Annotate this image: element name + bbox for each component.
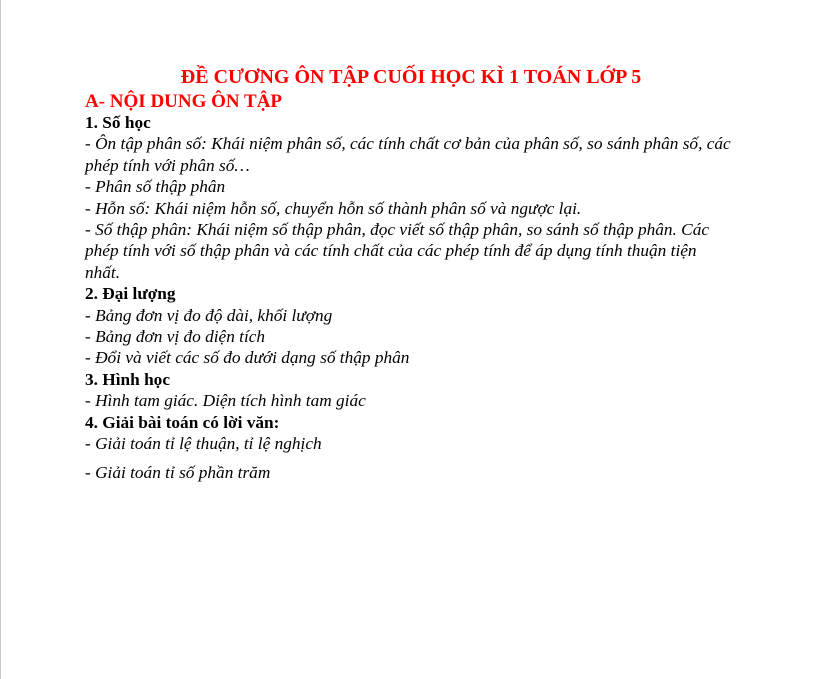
list-item: - Hỗn số: Khái niệm hỗn số, chuyển hỗn số thành phân số và ngược lại. xyxy=(85,198,582,218)
section-heading-content: A- NỘI DUNG ÔN TẬP xyxy=(85,91,283,112)
list-item: - Giải toán tỉ lệ thuận, tỉ lệ nghịch xyxy=(85,434,322,454)
list-item: - Hình tam giác. Diện tích hình tam giác xyxy=(85,391,366,411)
list-item: - Ôn tập phân số: Khái niệm phân số, các tính chất cơ bản của phân số, so sánh phân số, các phép tính với phân số… xyxy=(85,134,731,175)
document-body xyxy=(85,112,735,483)
subheading-geometry: 3. Hình học xyxy=(85,369,170,389)
subheading-word-problems: 4. Giải bài toán có lời văn: xyxy=(85,412,280,432)
list-item: - Giải toán tỉ số phần trăm xyxy=(85,462,271,482)
subheading-arithmetic: 1. Số học xyxy=(85,113,151,132)
page-left-border xyxy=(0,0,1,679)
list-item: - Đổi và viết các số đo dưới dạng số thập phân xyxy=(85,348,410,368)
list-item: - Phân số thập phân xyxy=(85,177,226,197)
list-item: - Bảng đơn vị đo độ dài, khối lượng xyxy=(85,305,333,325)
list-item: - Số thập phân: Khái niệm số thập phân, đọc viết số thập phân, so sánh số thập phân. Các phép tính với số thập phân và các tính chất của các phép tính để áp dụng tính thuận tiện nhất. xyxy=(85,220,710,282)
subheading-quantities: 2. Đại lượng xyxy=(85,284,176,304)
document-title: ĐỀ CƯƠNG ÔN TẬP CUỐI HỌC KÌ 1 TOÁN LỚP 5 xyxy=(180,66,642,88)
list-item: - Bảng đơn vị đo diện tích xyxy=(85,327,266,347)
